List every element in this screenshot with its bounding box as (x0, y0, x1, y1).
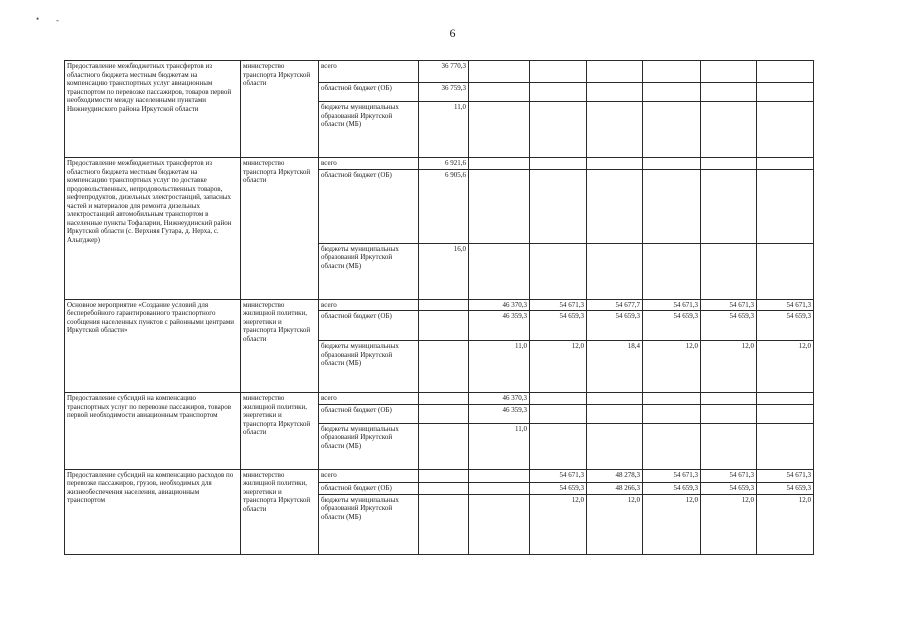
value-cell: 12,0 (701, 494, 757, 554)
executor-cell: министерство транспорта Иркутской области (241, 158, 319, 300)
value-cell (530, 243, 587, 299)
activity-cell: Предоставление межбюджетных трансфертов из областного бюджета местным бюджетам на компенсацию транспортных услуг авиационным транспортом по перевозке пассажиров, товаров первой необходимости между населенными пунктами Нижнеудинского района Иркутской области (65, 61, 241, 158)
value-cell (587, 393, 643, 405)
value-cell: 12,0 (643, 494, 701, 554)
activity-cell: Предоставление субсидий на компенсацию транспортных услуг по перевозке пассажиров, товаров первой необходимости авиационным транспортом (65, 393, 241, 470)
value-cell: 12,0 (643, 341, 701, 393)
source-total: всего (319, 158, 419, 170)
value-cell: 54 659,3 (643, 482, 701, 494)
value-cell: 36 770,3 (419, 61, 469, 83)
value-cell (419, 469, 469, 482)
value-cell (469, 158, 530, 170)
value-cell (587, 102, 643, 158)
source-total: всего (319, 393, 419, 405)
table-row (65, 158, 814, 170)
source-regional: областной бюджет (ОБ) (319, 83, 419, 102)
value-cell (643, 102, 701, 158)
source-regional: областной бюджет (ОБ) (319, 482, 419, 494)
value-cell (643, 83, 701, 102)
value-cell (757, 404, 814, 423)
value-cell: 16,0 (419, 243, 469, 299)
value-cell (587, 243, 643, 299)
value-cell (419, 341, 469, 393)
table-row (65, 469, 814, 482)
value-cell (469, 469, 530, 482)
value-cell (701, 83, 757, 102)
value-cell (530, 169, 587, 243)
source-total: всего (319, 61, 419, 83)
value-cell: 12,0 (701, 341, 757, 393)
value-cell (530, 404, 587, 423)
value-cell: 18,4 (587, 341, 643, 393)
value-cell: 46 370,3 (469, 299, 530, 311)
table-row (65, 61, 814, 83)
value-cell (757, 83, 814, 102)
source-municipal: бюджеты муниципальных образований Иркутской области (МБ) (319, 341, 419, 393)
value-cell (587, 423, 643, 469)
value-cell (587, 83, 643, 102)
value-cell (701, 243, 757, 299)
activity-cell: Основное мероприятие «Создание условий для бесперебойного гарантированного транспортного сообщения населенных пунктов с районными центрами Иркутской области» (65, 299, 241, 393)
value-cell: 54 659,3 (530, 311, 587, 341)
source-regional: областной бюджет (ОБ) (319, 311, 419, 341)
value-cell: 54 659,3 (530, 482, 587, 494)
value-cell (701, 61, 757, 83)
value-cell (469, 61, 530, 83)
value-cell: 54 671,3 (643, 469, 701, 482)
activity-cell: Предоставление субсидий на компенсацию расходов по перевозке пассажиров, грузов, необходимых для жизнеобеспечения населения, авиационным транспортом (65, 469, 241, 554)
value-cell: 11,0 (469, 423, 530, 469)
value-cell (701, 404, 757, 423)
value-cell (701, 393, 757, 405)
value-cell: 12,0 (757, 341, 814, 393)
budget-table (64, 60, 814, 555)
value-cell: 48 266,3 (587, 482, 643, 494)
value-cell: 54 671,3 (701, 299, 757, 311)
value-cell (587, 404, 643, 423)
value-cell (643, 158, 701, 170)
value-cell: 36 759,3 (419, 83, 469, 102)
value-cell: 12,0 (530, 494, 587, 554)
value-cell (419, 482, 469, 494)
value-cell (419, 393, 469, 405)
source-regional: областной бюджет (ОБ) (319, 169, 419, 243)
value-cell: 46 359,3 (469, 311, 530, 341)
value-cell: 54 671,3 (530, 299, 587, 311)
value-cell (469, 243, 530, 299)
value-cell (643, 393, 701, 405)
value-cell (701, 169, 757, 243)
source-municipal: бюджеты муниципальных образований Иркутской области (МБ) (319, 423, 419, 469)
value-cell: 54 671,3 (530, 469, 587, 482)
value-cell: 54 659,3 (701, 311, 757, 341)
value-cell (469, 494, 530, 554)
value-cell (419, 404, 469, 423)
value-cell: 48 278,3 (587, 469, 643, 482)
value-cell (757, 158, 814, 170)
value-cell (757, 243, 814, 299)
value-cell: 54 671,3 (757, 469, 814, 482)
value-cell (587, 158, 643, 170)
source-municipal: бюджеты муниципальных образований Иркутской области (МБ) (319, 243, 419, 299)
executor-cell: министерство жилищной политики, энергетики и транспорта Иркутской области (241, 469, 319, 554)
corner-mark: - (56, 15, 59, 25)
value-cell: 54 659,3 (587, 311, 643, 341)
value-cell (469, 169, 530, 243)
value-cell (643, 404, 701, 423)
value-cell: 54 659,3 (757, 311, 814, 341)
value-cell (643, 169, 701, 243)
value-cell (419, 311, 469, 341)
value-cell (530, 423, 587, 469)
value-cell (530, 83, 587, 102)
value-cell (701, 423, 757, 469)
corner-mark: • (36, 14, 40, 24)
executor-cell: министерство жилищной политики, энергетики и транспорта Иркутской области (241, 393, 319, 470)
value-cell (757, 423, 814, 469)
value-cell (757, 102, 814, 158)
value-cell: 12,0 (757, 494, 814, 554)
value-cell (643, 243, 701, 299)
value-cell (469, 102, 530, 158)
value-cell: 12,0 (530, 341, 587, 393)
value-cell (530, 102, 587, 158)
value-cell (587, 61, 643, 83)
value-cell (643, 423, 701, 469)
value-cell: 54 671,3 (643, 299, 701, 311)
value-cell: 12,0 (587, 494, 643, 554)
value-cell (530, 61, 587, 83)
value-cell (469, 83, 530, 102)
value-cell: 46 370,3 (469, 393, 530, 405)
source-regional: областной бюджет (ОБ) (319, 404, 419, 423)
source-municipal: бюджеты муниципальных образований Иркутской области (МБ) (319, 102, 419, 158)
source-municipal: бюджеты муниципальных образований Иркутской области (МБ) (319, 494, 419, 554)
value-cell: 54 671,3 (757, 299, 814, 311)
value-cell: 6 905,6 (419, 169, 469, 243)
value-cell (419, 423, 469, 469)
value-cell (643, 61, 701, 83)
activity-cell: Предоставление межбюджетных трансфертов из областного бюджета местным бюджетам на компенсацию транспортных услуг по доставке продовольственных, непродовольственных товаров, нефтепродуктов, дизельных электростанций, запасных частей и материалов для ремонта дизельных электростанций автомобильным транспортом в населенные пункты Тофаларии, Нижнеудинский район Иркутской области (с. Верхняя Гутара, д. Нерха, с. Алыгджер) (65, 158, 241, 300)
value-cell: 11,0 (419, 102, 469, 158)
value-cell (419, 299, 469, 311)
value-cell (757, 169, 814, 243)
value-cell: 54 677,7 (587, 299, 643, 311)
page-number: 6 (449, 26, 456, 40)
source-total: всего (319, 469, 419, 482)
value-cell (587, 169, 643, 243)
value-cell (469, 482, 530, 494)
value-cell: 46 359,3 (469, 404, 530, 423)
executor-cell: министерство транспорта Иркутской области (241, 61, 319, 158)
table-row (65, 393, 814, 405)
value-cell (701, 102, 757, 158)
value-cell (757, 393, 814, 405)
value-cell: 54 659,3 (757, 482, 814, 494)
executor-cell: министерство жилищной политики, энергетики и транспорта Иркутской области (241, 299, 319, 393)
table-row (65, 299, 814, 311)
value-cell: 6 921,6 (419, 158, 469, 170)
value-cell (530, 393, 587, 405)
value-cell: 54 659,3 (643, 311, 701, 341)
value-cell (757, 61, 814, 83)
source-total: всего (319, 299, 419, 311)
value-cell: 54 671,3 (701, 469, 757, 482)
value-cell (701, 158, 757, 170)
value-cell: 54 659,3 (701, 482, 757, 494)
value-cell (419, 494, 469, 554)
value-cell: 11,0 (469, 341, 530, 393)
value-cell (530, 158, 587, 170)
